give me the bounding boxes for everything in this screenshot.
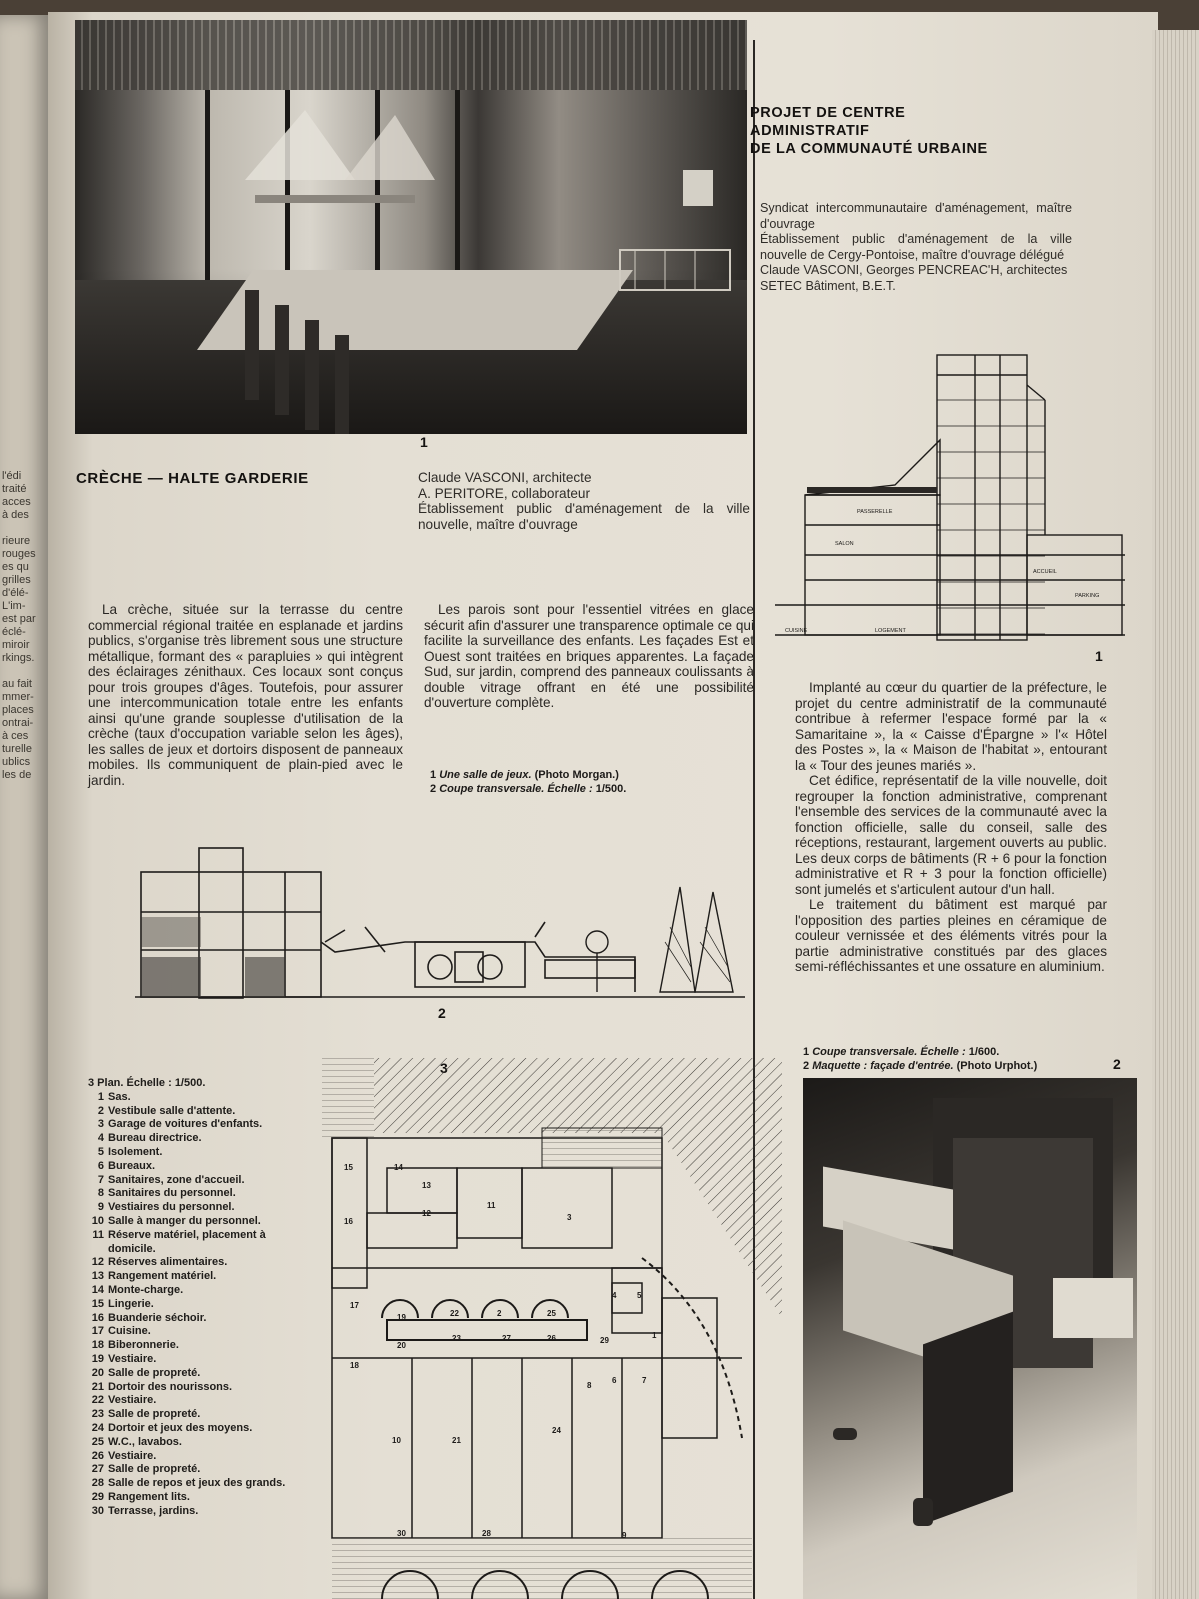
legend-item: 26 Vestiaire. (91, 1449, 157, 1462)
plan-room-label: 16 (344, 1217, 353, 1226)
legend-title: 3 Plan. Échelle : 1/500. (88, 1077, 206, 1089)
caption-1: 1 Une salle de jeux. (Photo Morgan.) (430, 769, 619, 781)
plan-room-label: 29 (600, 1336, 609, 1345)
plan-room-label: 8 (587, 1381, 592, 1390)
section-label: LOGEMENT (875, 628, 906, 634)
legend-list (88, 1091, 313, 1519)
plan-room-label: 9 (622, 1531, 627, 1540)
figure-number: 1 (420, 434, 428, 450)
legend-item: 17 Cuisine. (91, 1325, 151, 1338)
legend-item: 4 Bureau directrice. (97, 1132, 202, 1145)
admin-paragraph: Cet édifice, représentatif de la ville nouvelle, doit regrouper la fonction administrative, comprenant l'ensemble des services de la communauté avec la fonction officielle, salle du conseil, salle des réceptions, restaurant, largement ouverts au public. Les deux corps de bâtiments (R + 6 pour la fonction administrative et R + 3 pour la fonction officielle) sont jumelés et s'articulent autour d'un hall. (795, 773, 1107, 897)
admin-text (795, 680, 1107, 975)
credit-line: Syndicat intercommunautaire d'aménagement, maître d'ouvrage (760, 201, 1072, 231)
previous-page-text: l'édi traité acces à des rieure rouges es qu grilles d'élé- L'im- est par éclé- miroir rkings. au fait mmer- places ontrai- à ces turelle ublics les de (2, 470, 36, 781)
plan-room-label: 20 (397, 1341, 406, 1350)
credit-line: Claude VASCONI, Georges PENCREAC'H, architectes (760, 263, 1068, 277)
legend-item: 24 Dortoir et jeux des moyens. (91, 1421, 253, 1434)
section-label: ACCUEIL (1033, 569, 1057, 575)
admin-paragraph: Le traitement du bâtiment est marqué par l'opposition des parties pleines en céramique de couleur vernissée et des éléments vitrés pour la partie administrative constitués par des glaces semi-réfléchissantes et une ossature en aluminium. (795, 897, 1107, 974)
section-label: SALON (835, 541, 854, 547)
admin-title-line: DE LA COMMUNAUTÉ URBAINE (750, 141, 988, 157)
figure-number: 2 (438, 1005, 446, 1021)
legend-item: 15 Lingerie. (91, 1297, 154, 1310)
figure-number: 2 (1113, 1056, 1121, 1072)
legend-item: 18 Biberonnerie. (91, 1339, 179, 1352)
caption-1: 1 Coupe transversale. Échelle : 1/600. (803, 1046, 1000, 1058)
plan-room-label: 13 (422, 1181, 431, 1190)
legend-item: 22 Vestiaire. (91, 1394, 157, 1407)
admin-title (750, 104, 988, 158)
admin-credits (760, 201, 1072, 294)
legend-item: 14 Monte-charge. (91, 1283, 184, 1296)
plan-room-label: 14 (394, 1163, 403, 1172)
plan-room-label: 4 (612, 1291, 617, 1300)
legend-item: 25 W.C., lavabos. (91, 1435, 182, 1448)
legend-item: 28 Salle de repos et jeux des grands. (91, 1477, 286, 1490)
legend-item: 3 Garage de voitures d'enfants. (97, 1118, 263, 1131)
legend-item: 12 Réserves alimentaires. (91, 1256, 228, 1269)
creche-title: CRÈCHE — HALTE GARDERIE (76, 470, 309, 487)
plan-room-label: 22 (450, 1309, 459, 1318)
section-label: CUISINE (785, 628, 808, 634)
creche-credits (418, 470, 750, 532)
plan-room-label: 23 (452, 1334, 461, 1343)
plan-room-label: 3 (567, 1213, 572, 1222)
plan-room-label: 21 (452, 1436, 461, 1445)
plan-room-label: 28 (482, 1529, 491, 1538)
credit-line: SETEC Bâtiment, B.E.T. (760, 278, 896, 293)
plan-room-label: 27 (502, 1334, 511, 1343)
admin-title-line: ADMINISTRATIF (750, 123, 870, 139)
legend-item: 7 Sanitaires, zone d'accueil. (97, 1173, 245, 1186)
legend-item: 23 Salle de propreté. (91, 1408, 201, 1421)
plan-room-label: 12 (422, 1209, 431, 1218)
legend-item: 10 Salle à manger du personnel. (91, 1214, 261, 1227)
admin-title-line: PROJET DE CENTRE (750, 105, 906, 121)
legend-item: 1 Sas. (97, 1090, 131, 1103)
section-label: PASSERELLE (857, 509, 893, 515)
credit-line: A. PERITORE, collaborateur (418, 485, 591, 501)
creche-captions (430, 768, 750, 796)
plan-room-label: 24 (552, 1426, 561, 1435)
plan-legend (88, 1077, 313, 1519)
legend-item: 20 Salle de propreté. (91, 1366, 201, 1379)
model-photo (803, 1078, 1137, 1599)
previous-page-edge (0, 15, 50, 1599)
plan-room-label: 10 (392, 1436, 401, 1445)
plan-room-label: 19 (397, 1313, 406, 1322)
plan-room-label: 6 (612, 1376, 617, 1385)
legend-item: 27 Salle de propreté. (91, 1463, 201, 1476)
legend-item: 19 Vestiaire. (91, 1352, 157, 1365)
creche-text-col1: La crèche, située sur la terrasse du centre commercial régional traitée en esplanade et jardins publics, s'organise très librement sous une structure métallique, formant des « parapluies » qui intègrent des éclairages zénithaux. Ces locaux sont conçus pour trois groupes d'âges. Toutefois, pour assurer une intercommunication totale entre les enfants ainsi qu'une grande souplesse d'utilisation de la crèche (taux d'occupation variable selon les âges), les salles de jeux et dortoirs disposent de panneaux mobiles. Ils communiquent de plain-pied avec le jardin. (88, 602, 403, 788)
caption-2: 2 Coupe transversale. Échelle : 1/500. (430, 783, 627, 795)
plan-room-label: 1 (652, 1331, 657, 1340)
section-label: PARKING (1075, 593, 1100, 599)
credit-line: Établissement public d'aménagement de la ville nouvelle de Cergy-Pontoise, maître d'ouvrage délégué (760, 232, 1072, 262)
legend-item: 6 Bureaux. (97, 1159, 156, 1172)
admin-paragraph: Implanté au cœur du quartier de la préfecture, le projet du centre administratif de la communauté contribue à refermer l'espace formé par la « Samaritaine », la « Caisse d'Épargne » l'« Hôtel des Postes », la « Maison de l'habitat », entourant la « Tour des jeunes mariés ». (795, 680, 1107, 773)
credit-line: Claude VASCONI, architecte (418, 470, 592, 485)
plan-room-label: 5 (637, 1291, 642, 1300)
legend-item: 13 Rangement matériel. (91, 1270, 217, 1283)
legend-item: 30 Terrasse, jardins. (91, 1504, 199, 1517)
credit-line: Établissement public d'aménagement de la ville nouvelle, maître d'ouvrage (418, 501, 750, 532)
creche-floor-plan (322, 1058, 782, 1599)
legend-item: 11 Réserve matériel, placement à domicile. (92, 1228, 266, 1255)
plan-room-label: 7 (642, 1376, 647, 1385)
plan-room-label: 26 (547, 1334, 556, 1343)
figure-number: 1 (1095, 648, 1103, 664)
legend-item: 16 Buanderie séchoir. (91, 1311, 207, 1324)
playroom-photo (75, 20, 747, 434)
legend-item: 2 Vestibule salle d'attente. (97, 1104, 236, 1117)
plan-room-label: 18 (350, 1361, 359, 1370)
legend-item: 9 Vestiaires du personnel. (97, 1201, 235, 1214)
plan-room-label: 17 (350, 1301, 359, 1310)
legend-item: 29 Rangement lits. (91, 1490, 190, 1503)
legend-item: 21 Dortoir des nourissons. (91, 1380, 233, 1393)
page-stack-edge (1152, 30, 1199, 1599)
legend-item: 8 Sanitaires du personnel. (97, 1187, 236, 1200)
plan-room-label: 30 (397, 1529, 406, 1538)
plan-room-label: 2 (497, 1309, 502, 1318)
plan-room-label: 11 (487, 1201, 496, 1210)
plan-room-label: 15 (344, 1163, 353, 1172)
caption-2: 2 Maquette : façade d'entrée. (Photo Urphot.) (803, 1060, 1038, 1072)
admin-captions (803, 1045, 1103, 1073)
creche-section-drawing (135, 842, 745, 1012)
creche-text-col2: Les parois sont pour l'essentiel vitrées en glace sécurit afin d'assurer une transparence optimale ce qui facilite la surveillance des enfants. Les façades Est et Ouest sont traitées en briques apparentes. La façade Sud, sur jardin, comprend des panneaux coulissants à double vitrage offrant en été une possibilité d'ouverture complète. (424, 602, 754, 710)
legend-item: 5 Isolement. (97, 1145, 163, 1158)
admin-section-drawing (775, 345, 1130, 650)
plan-room-label: 25 (547, 1309, 556, 1318)
